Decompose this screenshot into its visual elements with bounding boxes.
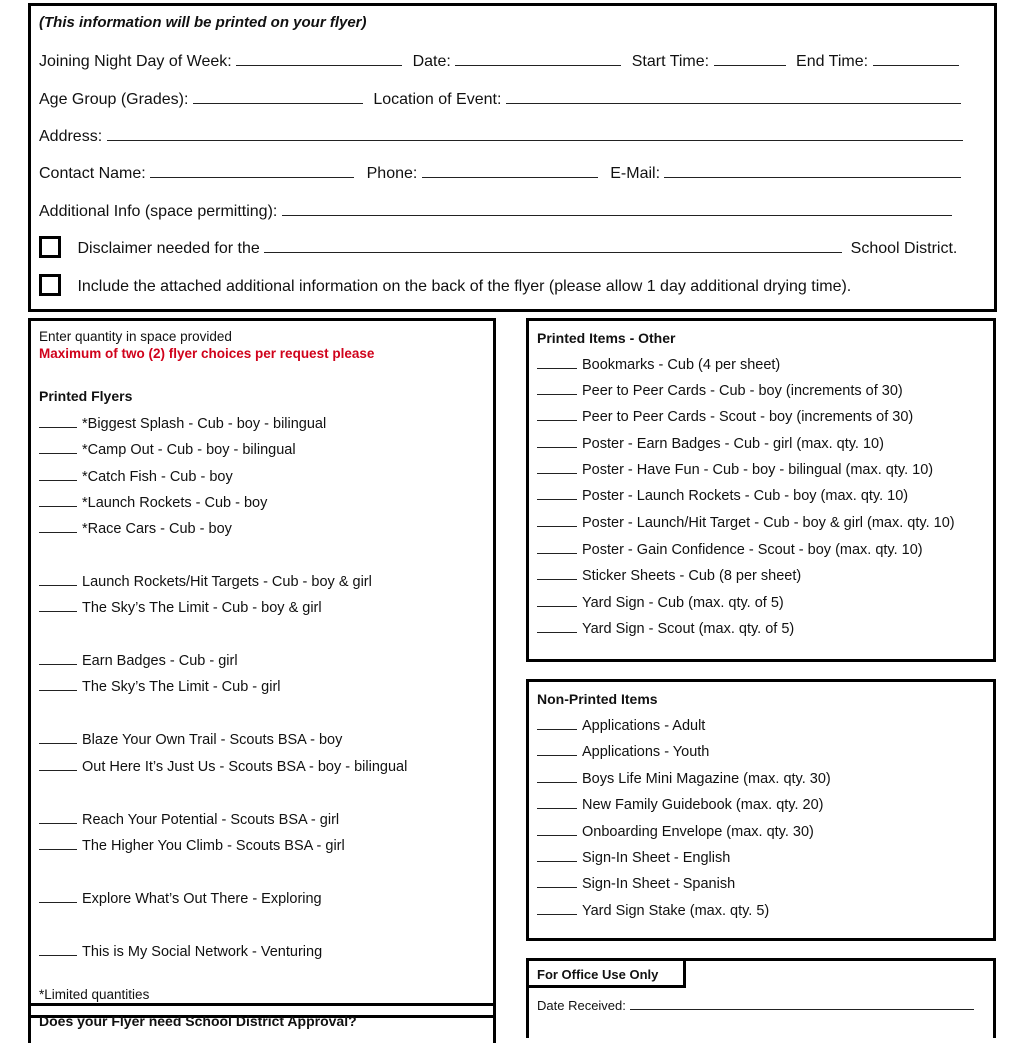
quantity-field[interactable] [39, 678, 77, 691]
quantity-field[interactable] [537, 620, 577, 633]
list-item: Sign-In Sheet - Spanish [537, 875, 735, 892]
list-item: Poster - Earn Badges - Cub - girl (max. qty. 10) [537, 435, 884, 452]
office-use-title: For Office Use Only [526, 958, 686, 988]
location-label: Location of Event: [373, 91, 502, 108]
row-age-location [39, 89, 961, 109]
office-use-section [526, 958, 996, 1038]
list-item: *Camp Out - Cub - boy - bilingual [39, 441, 296, 458]
row-contact [39, 163, 961, 183]
list-item: *Biggest Splash - Cub - boy - bilingual [39, 415, 326, 432]
printed-items-other-section [526, 318, 996, 662]
list-item: Yard Sign - Scout (max. qty. of 5) [537, 620, 794, 637]
quantity-field[interactable] [39, 837, 77, 850]
quantity-field[interactable] [537, 823, 577, 836]
non-printed-items-title: Non-Printed Items [537, 691, 658, 707]
include-back-checkbox[interactable] [39, 274, 61, 296]
quantity-field[interactable] [537, 743, 577, 756]
list-item: Launch Rockets/Hit Targets - Cub - boy & girl [39, 573, 372, 590]
contact-name-field[interactable] [150, 163, 354, 178]
quantity-field[interactable] [537, 382, 577, 395]
max-flyer-note: Maximum of two (2) flyer choices per request please [39, 346, 375, 361]
phone-label: Phone: [366, 165, 418, 182]
printed-flyers-section [28, 318, 496, 1018]
list-item: Earn Badges - Cub - girl [39, 652, 238, 669]
printed-flyers-title: Printed Flyers [39, 388, 133, 404]
list-item: Boys Life Mini Magazine (max. qty. 30) [537, 770, 831, 787]
quantity-field[interactable] [39, 811, 77, 824]
quantity-field[interactable] [39, 494, 77, 507]
flyer-note: (This information will be printed on your flyer) [39, 14, 367, 31]
email-field[interactable] [664, 163, 961, 178]
quantity-field[interactable] [537, 902, 577, 915]
location-field[interactable] [506, 89, 961, 104]
quantity-field[interactable] [39, 652, 77, 665]
disclaimer-label: Disclaimer needed for the [77, 240, 260, 258]
list-item: The Sky’s The Limit - Cub - boy & girl [39, 599, 322, 616]
instruction-text: Enter quantity in space provided [39, 329, 232, 344]
email-label: E-Mail: [610, 165, 661, 182]
list-item: Poster - Launch Rockets - Cub - boy (max. qty. 10) [537, 487, 908, 504]
list-item: *Race Cars - Cub - boy [39, 520, 232, 537]
list-item: Out Here It’s Just Us - Scouts BSA - boy - bilingual [39, 758, 407, 775]
row-include-back [39, 276, 851, 298]
age-group-label: Age Group (Grades): [39, 91, 189, 108]
list-item: Poster - Have Fun - Cub - boy - bilingual (max. qty. 10) [537, 461, 933, 478]
date-received-field[interactable] [630, 997, 974, 1010]
quantity-field[interactable] [537, 541, 577, 554]
list-item: Sticker Sheets - Cub (8 per sheet) [537, 567, 801, 584]
quantity-field[interactable] [537, 514, 577, 527]
quantity-field[interactable] [537, 594, 577, 607]
quantity-field[interactable] [39, 468, 77, 481]
date-field[interactable] [455, 51, 621, 66]
list-item: The Higher You Climb - Scouts BSA - girl [39, 837, 345, 854]
list-item: Onboarding Envelope (max. qty. 30) [537, 823, 814, 840]
quantity-field[interactable] [39, 943, 77, 956]
footnote: *Limited quantities [39, 987, 150, 1002]
address-label: Address: [39, 128, 103, 145]
school-district-field[interactable] [264, 238, 842, 253]
list-item: Applications - Adult [537, 717, 705, 734]
joining-day-field[interactable] [236, 51, 402, 66]
row-joining-night [39, 51, 959, 71]
approval-question: Does your Flyer need School District Approval? [39, 1013, 357, 1029]
address-field[interactable] [107, 126, 963, 141]
date-received-row [537, 997, 974, 1013]
list-item: Explore What’s Out There - Exploring [39, 890, 322, 907]
flyer-info-section [28, 3, 997, 312]
approval-section [28, 1003, 496, 1043]
additional-info-label: Additional Info (space permitting): [39, 203, 278, 220]
printed-items-other-title: Printed Items - Other [537, 330, 676, 346]
list-item: Bookmarks - Cub (4 per sheet) [537, 356, 780, 373]
list-item: Peer to Peer Cards - Scout - boy (increments of 30) [537, 408, 913, 425]
date-label: Date: [412, 53, 451, 70]
start-time-label: Start Time: [631, 53, 710, 70]
date-received-label: Date Received: [537, 998, 626, 1013]
quantity-field[interactable] [537, 487, 577, 500]
end-time-field[interactable] [873, 51, 959, 66]
list-item: Applications - Youth [537, 743, 709, 760]
row-additional-info [39, 201, 952, 221]
contact-name-label: Contact Name: [39, 165, 146, 182]
quantity-field[interactable] [39, 890, 77, 903]
list-item: The Sky’s The Limit - Cub - girl [39, 678, 281, 695]
list-item: Blaze Your Own Trail - Scouts BSA - boy [39, 731, 342, 748]
quantity-field[interactable] [537, 435, 577, 448]
start-time-field[interactable] [714, 51, 786, 66]
quantity-field[interactable] [537, 356, 577, 369]
list-item: Poster - Launch/Hit Target - Cub - boy & girl (max. qty. 10) [537, 514, 955, 531]
quantity-field[interactable] [39, 731, 77, 744]
list-item: This is My Social Network - Venturing [39, 943, 322, 960]
row-address [39, 126, 963, 146]
additional-info-field[interactable] [282, 201, 952, 216]
quantity-field[interactable] [39, 441, 77, 454]
quantity-field[interactable] [537, 796, 577, 809]
disclaimer-suffix: School District. [850, 240, 958, 258]
list-item: New Family Guidebook (max. qty. 20) [537, 796, 823, 813]
list-item: *Catch Fish - Cub - boy [39, 468, 233, 485]
quantity-field[interactable] [537, 770, 577, 783]
list-item: Yard Sign - Cub (max. qty. of 5) [537, 594, 784, 611]
quantity-field[interactable] [537, 567, 577, 580]
end-time-label: End Time: [796, 53, 869, 70]
quantity-field[interactable] [537, 461, 577, 474]
list-item: Sign-In Sheet - English [537, 849, 730, 866]
quantity-field[interactable] [39, 520, 77, 533]
list-item: *Launch Rockets - Cub - boy [39, 494, 267, 511]
joining-day-label: Joining Night Day of Week: [39, 53, 232, 70]
list-item: Peer to Peer Cards - Cub - boy (increments of 30) [537, 382, 903, 399]
row-disclaimer [39, 238, 957, 260]
list-item: Reach Your Potential - Scouts BSA - girl [39, 811, 339, 828]
list-item: Poster - Gain Confidence - Scout - boy (max. qty. 10) [537, 541, 923, 558]
list-item: Yard Sign Stake (max. qty. 5) [537, 902, 769, 919]
quantity-field[interactable] [39, 599, 77, 612]
non-printed-items-section [526, 679, 996, 941]
quantity-field[interactable] [537, 717, 577, 730]
age-group-field[interactable] [193, 89, 363, 104]
include-back-label: Include the attached additional information on the back of the flyer (please allow 1 day additional drying time). [77, 278, 852, 296]
quantity-field[interactable] [39, 573, 77, 586]
quantity-field[interactable] [537, 849, 577, 862]
disclaimer-checkbox[interactable] [39, 236, 61, 258]
phone-field[interactable] [422, 163, 598, 178]
quantity-field[interactable] [537, 875, 577, 888]
quantity-field[interactable] [537, 408, 577, 421]
quantity-field[interactable] [39, 415, 77, 428]
quantity-field[interactable] [39, 758, 77, 771]
